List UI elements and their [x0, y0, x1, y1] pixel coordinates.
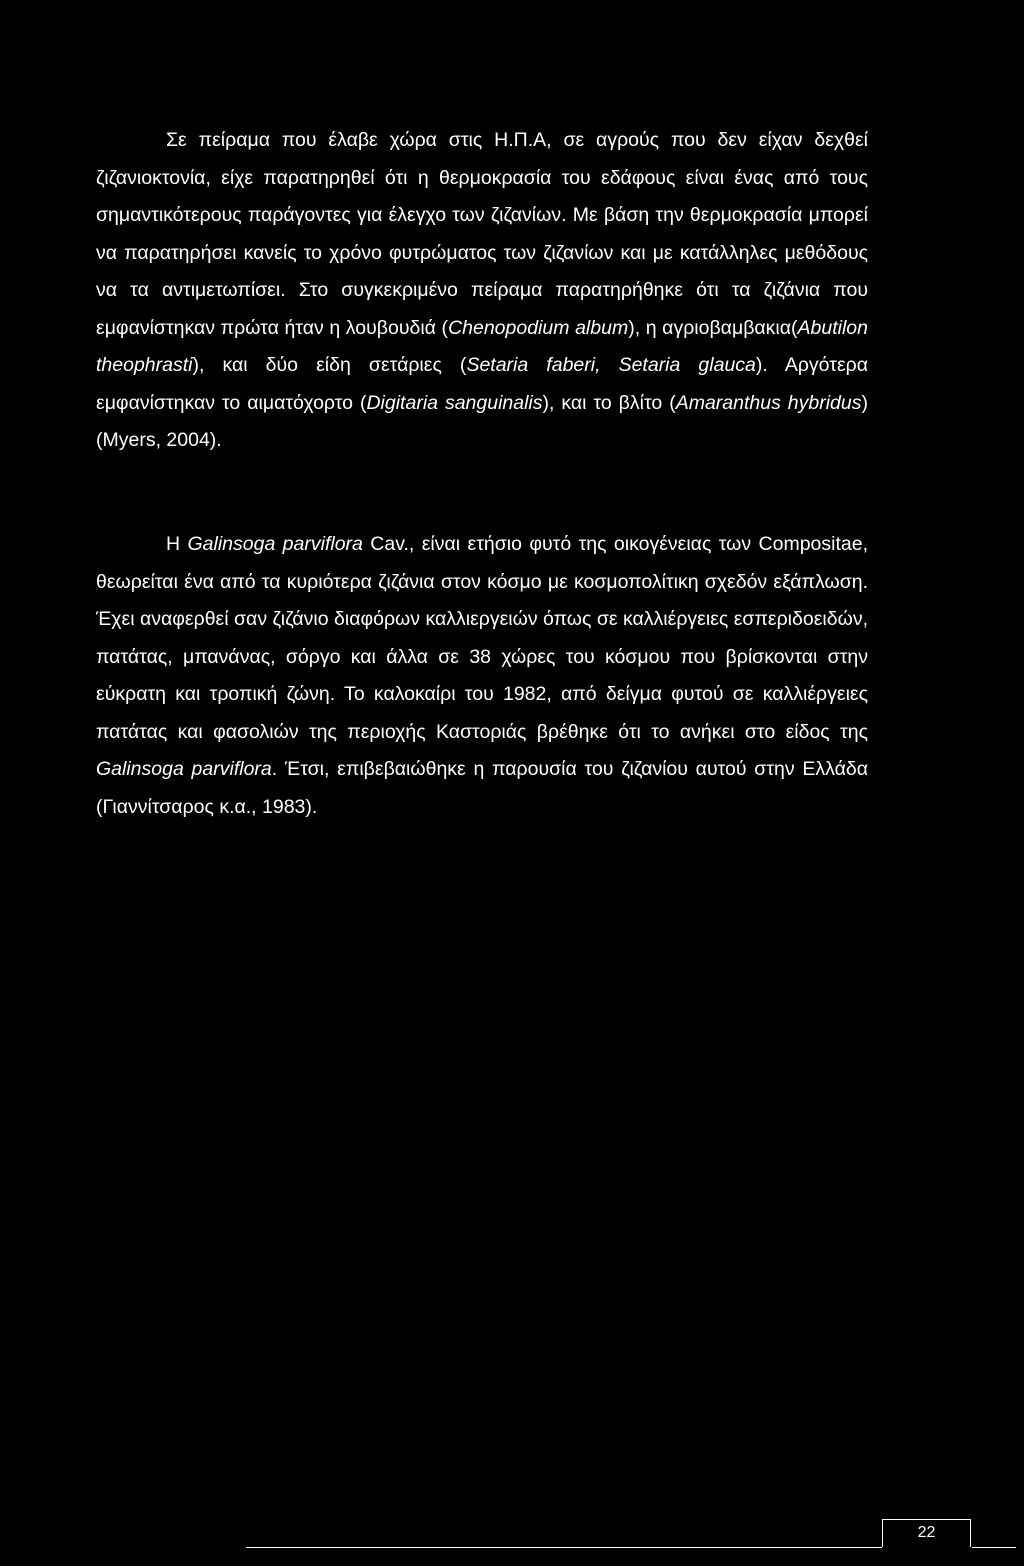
species-name-amaranthus: Amaranthus hybridus — [675, 391, 862, 414]
species-name-galinsoga: Galinsoga parviflora — [96, 758, 272, 780]
paragraph-1-text: ), και το βλίτο ( — [542, 391, 676, 414]
page-number: 22 — [917, 1524, 936, 1541]
species-name-galinsoga: Galinsoga parviflora — [187, 533, 363, 555]
footer-rule-right — [972, 1547, 1016, 1548]
paragraph-1-text: ) (Myers, 2004). — [96, 391, 868, 451]
paragraph-2-text: Cav., είναι ετήσιο φυτό της οικογένειας των Compositae, θεωρείται ένα από τα κυριότερα ζιζάνια στον κόσμο με κοσμοπολίτικη σχεδόν εξάπλωση. Έχει αναφερθεί σαν ζιζάνιο διαφόρων καλλιεργειών όπως σε καλλιέργειες εσπεριδοειδών, πατάτας, μπανάνας, σόργο και άλλα σε 38 χώρες του κόσμου που βρίσκονται στην εύκρατη και τροπική ζώνη. Το καλοκαίρι του 1982, από δείγμα φυτού σε καλλιέργειες πατάτας και φασολιών της περιοχής Καστοριάς βρέθηκε ότι το ανήκει στο είδος της — [96, 533, 869, 743]
footer-rule-left — [246, 1547, 882, 1548]
species-name-chenopodium: Chenopodium album — [448, 316, 629, 339]
species-name-digitaria: Digitaria sanguinalis — [366, 391, 543, 414]
paragraph-1-text: ), η αγριοβαμβακια( — [628, 316, 798, 339]
paragraph-1 — [96, 122, 868, 460]
species-name-abutilon: Abutilon theophrasti — [96, 316, 868, 376]
paragraph-1-text: Σε πείραμα που έλαβε χώρα στις Η.Π.Α, σε αγρούς που δεν είχαν δεχθεί ζιζανιοκτονία, είχε παρατηρηθεί ότι η θερμοκρασία του εδάφους είναι ένας από τους σημαντικότερους παράγοντες για έλεγχο των ζιζανίων. Με βάση την θερμοκρασία μπορεί να παρατηρήσει κανείς το χρόνο φυτρώματος των ζιζανίων και με κατάλληλες μεθόδους να τα αντιμετωπίσει. Στο συγκεκριμένο πείραμα παρατηρήθηκε ότι τα ζιζάνια που εμφανίστηκαν πρώτα ήταν η λουβουδιά ( — [96, 129, 868, 339]
species-name-setaria: Setaria faberi, Setaria glauca — [466, 354, 756, 376]
paragraph-2 — [96, 526, 868, 826]
paragraph-1-text: ), και δύο είδη σετάριες ( — [192, 354, 467, 376]
page-number-box — [882, 1519, 971, 1547]
paragraph-1-text: ). Αργότερα εμφανίστηκαν το αιματόχορτο ( — [96, 354, 868, 414]
paragraph-2-text: . Έτσι, επιβεβαιώθηκε η παρουσία του ζιζανίου αυτού στην Ελλάδα (Γιαννίτσαρος κ.α., 1983). — [96, 758, 868, 818]
paragraph-2-text: Η — [166, 533, 188, 555]
